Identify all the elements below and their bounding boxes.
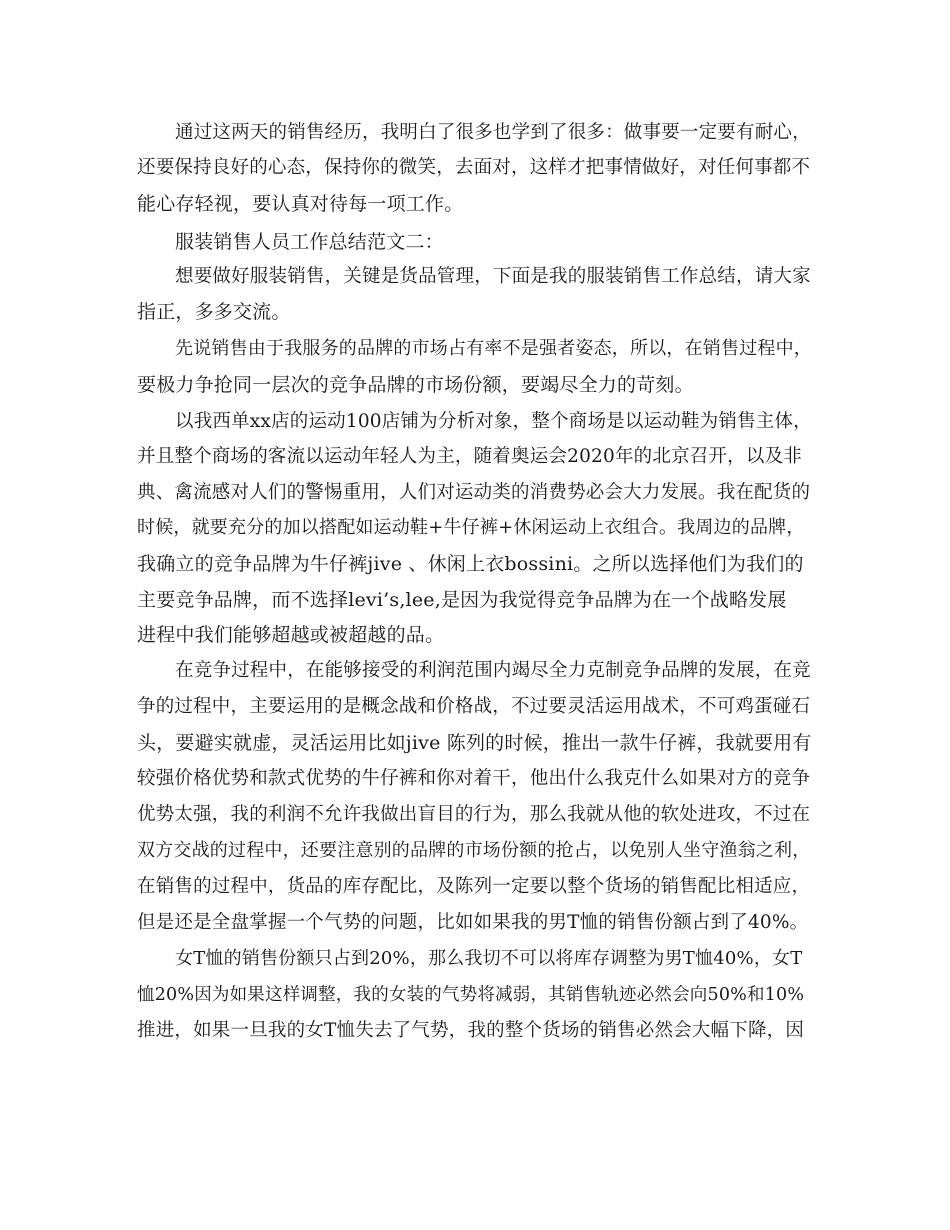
text-line: 并且整个商场的客流以运动年轻人为主，随着奥运会2020年的北京召开，以及非	[137, 446, 802, 467]
text-line: 还要保持良好的心态，保持你的微笑，去面对，这样才把事情做好，对任何事都不	[137, 157, 811, 178]
text-line: 想要做好服装销售，关键是货品管理，下面是我的服装销售工作总结，请大家	[175, 266, 811, 287]
text-line: 优势太强，我的利润不允许我做出盲目的行为，那么我就从他的软处进攻，不过在	[137, 804, 811, 825]
text-line: 主要竞争品牌，而不选择levi’s,lee,是因为我觉得竞争品牌为在一个战略发展	[137, 589, 787, 611]
section-heading: 服装销售人员工作总结范文二：	[175, 231, 444, 253]
text-line: 恤20%因为如果这样调整，我的女装的气势将减弱，其销售轨迹必然会向50%和10%	[137, 985, 805, 1005]
text-line: 典、禽流感对人们的警惕重用，人们对运动类的消费势必会大力发展。我在配货的	[137, 482, 811, 503]
text-line: 以我西单xx店的运动100店铺为分析对象，整个商场是以运动鞋为销售主体，	[175, 411, 812, 432]
text-line: 双方交战的过程中，还要注意别的品牌的市场份额的抢占，以免别人坐守渔翁之利，	[137, 840, 811, 861]
text-line: 在竞争过程中，在能够接受的利润范围内竭尽全力克制竞争品牌的发展，在竞	[175, 660, 811, 681]
text-line: 通过这两天的销售经历，我明白了很多也学到了很多：做事要一定要有耐心，	[175, 122, 811, 143]
text-line: 在销售的过程中，货品的库存配比，及陈列一定要以整个货场的销售配比相适应，	[137, 876, 811, 897]
text-line: 头，要避实就虚，灵活运用比如jive 陈列的时候，推出一款牛仔裤，我就要用有	[137, 732, 812, 754]
text-line: 女T恤的销售份额只占到20%，那么我切不可以将库存调整为男T恤40%，女T	[175, 948, 803, 969]
text-line: 推进，如果一旦我的女T恤失去了气势，我的整个货场的销售必然会大幅下降，因	[137, 1020, 805, 1041]
text-line: 能心存轻视，要认真对待每一项工作。	[137, 193, 464, 215]
text-line: 要极力争抢同一层次的竞争品牌的市场份额，要竭尽全力的苛刻。	[137, 374, 694, 396]
text-line: 进程中我们能够超越或被超越的品。	[137, 624, 445, 646]
text-line: 先说销售由于我服务的品牌的市场占有率不是强者姿态，所以，在销售过程中，	[175, 338, 812, 359]
text-line: 争的过程中，主要运用的是概念战和价格战，不过要灵活运用战术，不可鸡蛋碰石	[137, 696, 811, 717]
text-line: 指正，多多交流。	[137, 301, 291, 323]
text-line: 时候，就要充分的加以搭配如运动鞋+牛仔裤+休闲运动上衣组合。我周边的品牌，	[137, 517, 805, 538]
text-line: 较强价格优势和款式优势的牛仔裤和你对着干，他出什么我克什么如果对方的竞争	[137, 768, 811, 789]
text-line: 我确立的竞争品牌为牛仔裤jive 、休闲上衣bossini。之所以选择他们为我们的	[137, 553, 804, 575]
text-line: 但是还是全盘掌握一个气势的问题，比如如果我的男T恤的销售份额占到了40%。	[137, 912, 809, 933]
